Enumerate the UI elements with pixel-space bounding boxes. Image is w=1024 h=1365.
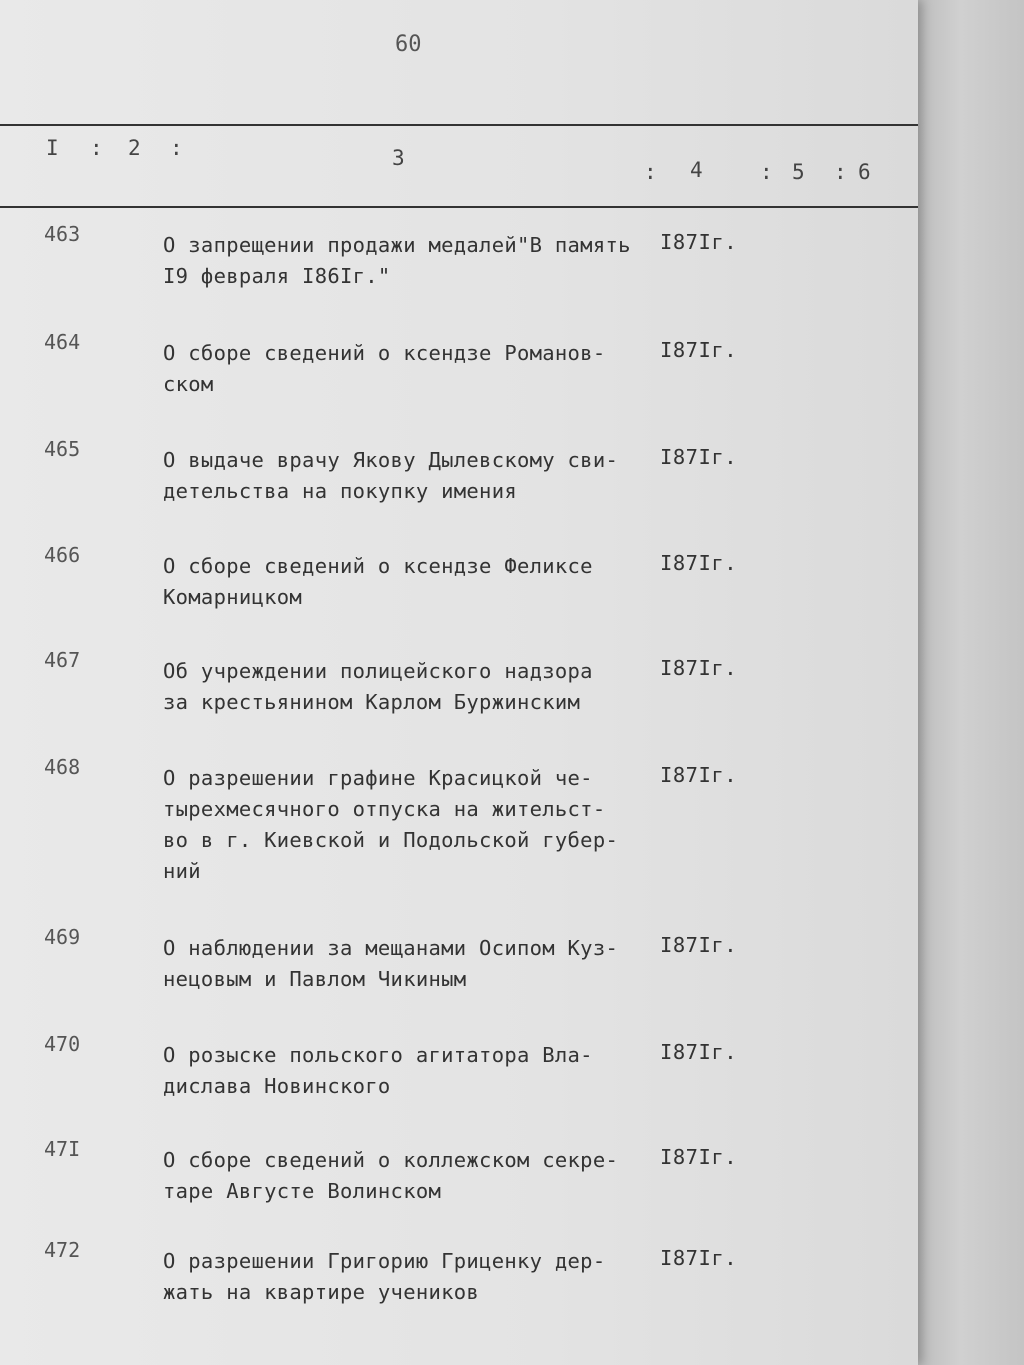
col-sep-3: : (644, 160, 659, 184)
col-sep-1: : (90, 136, 105, 160)
entry-number: 467 (44, 648, 81, 672)
entry-number: 468 (44, 755, 81, 779)
col-header-2: 2 (128, 136, 143, 160)
entry-number: 463 (44, 222, 81, 246)
entry-number: 469 (44, 925, 81, 949)
col-sep-4: : (760, 160, 775, 184)
entry-title: Об учреждении полицейского надзора за крестьянином Карлом Буржинским (163, 659, 593, 714)
entry-year: I87Iг. (660, 763, 738, 787)
col-header-1: I (46, 136, 61, 160)
entry-year: I87Iг. (660, 1040, 738, 1064)
entry-title: О сборе сведений о коллежском секре- таре Августе Волинском (163, 1148, 619, 1203)
entry-number: 472 (44, 1238, 81, 1262)
header-rule-bottom (0, 206, 918, 208)
entry-number: 464 (44, 330, 81, 354)
entry-year: I87Iг. (660, 656, 738, 680)
entry-year: I87Iг. (660, 1145, 738, 1169)
header-rule-top (0, 124, 918, 126)
entry-title: О наблюдении за мещанами Осипом Куз- нецовым и Павлом Чикиным (163, 936, 619, 991)
col-sep-5: : (834, 160, 849, 184)
entry-year: I87Iг. (660, 1246, 738, 1270)
col-header-3: 3 (392, 146, 407, 170)
page-edge-shadow (918, 0, 1024, 1365)
page-number: 60 (395, 32, 422, 57)
entry-year: I87Iг. (660, 551, 738, 575)
entry-number: 466 (44, 543, 81, 567)
col-header-5: 5 (792, 160, 807, 184)
entry-title: О сборе сведений о ксендзе Феликсе Комарницком (163, 554, 593, 609)
entry-number: 465 (44, 437, 81, 461)
entry-year: I87Iг. (660, 230, 738, 254)
entry-title: О запрещении продажи медалей"В память I9 февраля I86Iг." (163, 233, 631, 288)
entry-title: О выдаче врачу Якову Дылевскому сви- детельства на покупку имения (163, 448, 619, 503)
entry-year: I87Iг. (660, 338, 738, 362)
entry-year: I87Iг. (660, 933, 738, 957)
entry-number: 470 (44, 1032, 81, 1056)
entry-title: О разрешении графине Красицкой че- тырехмесячного отпуска на жительст- во в г. Киевской и Подольской губер- ний (163, 766, 619, 883)
entry-year: I87Iг. (660, 445, 738, 469)
col-header-4: 4 (690, 158, 705, 182)
entry-title: О розыске польского агитатора Вла- дислава Новинского (163, 1043, 593, 1098)
entry-title: О разрешении Григорию Гриценку дер- жать на квартире учеников (163, 1249, 606, 1304)
col-header-6: 6 (858, 160, 873, 184)
entry-title: О сборе сведений о ксендзе Романов- ском (163, 341, 606, 396)
col-sep-2: : (170, 136, 185, 160)
entry-number: 47I (44, 1137, 81, 1161)
